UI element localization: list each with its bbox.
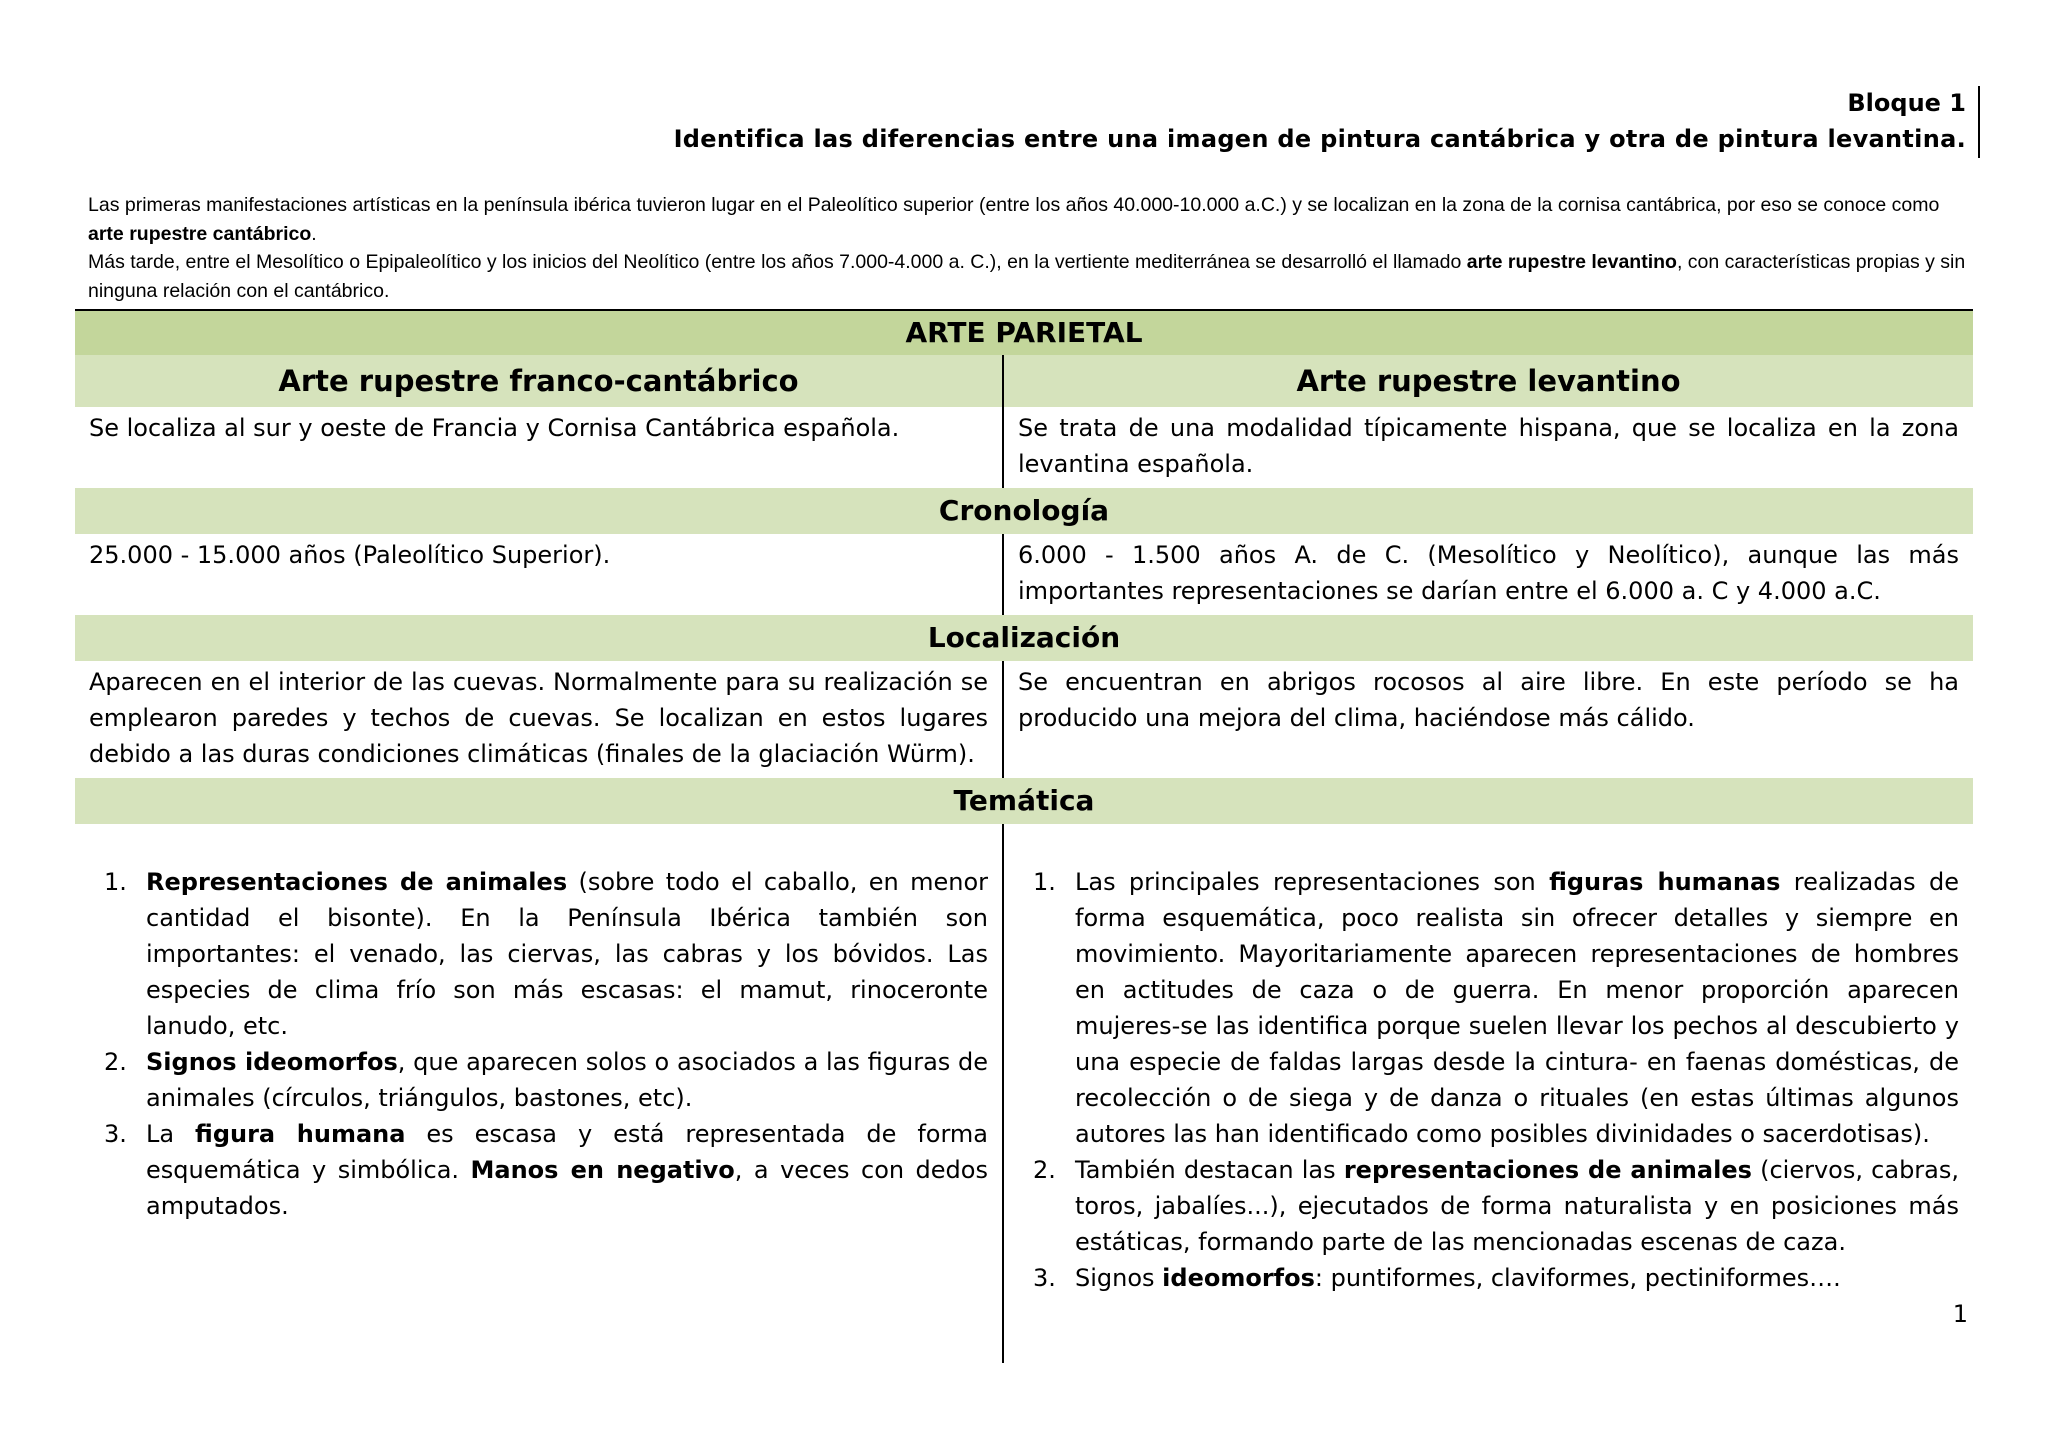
list-number: 3. (104, 1120, 127, 1148)
list-item-bold: Representaciones de animales (146, 868, 568, 896)
list-item (1018, 864, 1959, 1152)
block-label: Bloque 1 (1847, 89, 1966, 117)
intro-p1-text: Las primeras manifestaciones artísticas en la península ibérica tuvieron lugar en el Paleolítico superior (entre los años 40.000-10.000 a.C.) y se localizan en la zona de la cornisa cantábrica, por eso se conoce como (88, 194, 1940, 216)
list-item-bold: figuras humanas (1549, 868, 1781, 896)
list-item-pre: Signos (1075, 1264, 1163, 1292)
tematica-right-cell (1003, 824, 1973, 1363)
intro-p2-bold: arte rupestre levantino (1466, 251, 1677, 273)
list-item (89, 1116, 988, 1224)
list-item (1018, 1152, 1959, 1260)
list-item-text: , que aparecen solos o asociados a las figuras de animales (círculos, triángulos, bastones, etc). (146, 1048, 989, 1112)
page-subtitle: Identifica las diferencias entre una imagen de pintura cantábrica y otra de pintura levantina. (673, 125, 1966, 153)
list-number: 1. (1033, 868, 1056, 896)
intro-p2-text: Más tarde, entre el Mesolítico o Epipaleolítico y los inicios del Neolítico (entre los años 7.000-4.000 a. C.), en la vertiente mediterránea se desarrolló el llamado (88, 251, 1467, 273)
tematica-left-list (89, 864, 988, 1224)
list-number: 3. (1033, 1264, 1056, 1292)
list-number: 2. (104, 1048, 127, 1076)
localizacion-right-cell: Se encuentran en abrigos rocosos al aire libre. En este período se ha producido una mejora del clima, haciéndose más cálido. (1018, 668, 1959, 732)
intro-paragraph-1 (88, 191, 1968, 248)
column-header-right: Arte rupestre levantino (1003, 355, 1973, 407)
intro-text (88, 191, 1968, 305)
list-item-bold: figura humana (195, 1120, 406, 1148)
column-header-left: Arte rupestre franco-cantábrico (75, 355, 1003, 407)
tematica-right-list (1018, 864, 1959, 1296)
page-number: 1 (1952, 1300, 1968, 1328)
intro-paragraph-2 (88, 248, 1968, 305)
intro-p1-bold: arte rupestre cantábrico (88, 222, 312, 245)
list-item (1018, 1260, 1959, 1296)
intro-p2-end: , con características propias y sin ninguna relación con el cantábrico. (88, 251, 1966, 302)
list-item-pre: También destacan las (1075, 1156, 1344, 1184)
list-item-text: (sobre todo el caballo, en menor cantidad el bisonte). En la Península Ibérica también son importantes: el venado, las ciervas, las cabras y los bóvidos. Las especies de clima frío son más escasas: el mamut, rinoceronte lanudo, etc. (146, 868, 989, 1040)
list-number: 2. (1033, 1156, 1056, 1184)
list-item-pre: La (146, 1120, 196, 1148)
tematica-left-cell (75, 824, 1003, 1363)
list-item-pre: Las principales representaciones son (1075, 868, 1550, 896)
section-localizacion: Localización (75, 615, 1973, 661)
list-item-text-2: , a veces con dedos amputados. (146, 1156, 988, 1220)
location-left-cell: Se localiza al sur y oeste de Francia y Cornisa Cantábrica española. (75, 407, 1003, 488)
section-tematica: Temática (75, 778, 1973, 824)
list-item-bold: representaciones de animales (1343, 1156, 1752, 1184)
comparison-table (75, 309, 1973, 1363)
list-item-bold-2: Manos en negativo (470, 1156, 735, 1184)
list-item-text: : puntiformes, claviformes, pectiniformes…. (1314, 1264, 1841, 1292)
list-item-text: realizadas de forma esquemática, poco realista sin ofrecer detalles y siempre en movimiento. Mayoritariamente aparecen representaciones de hombres en actitudes de caza o de guerra. En menor proporción aparecen mujeres-se las identifica porque suelen llevar los pechos al descubierto y una especie de faldas largas desde la cintura- en faenas domésticas, de recolección o de siega y de danza o rituales (en estas últimas algunos autores las han identificado como posibles divinidades o sacerdotisas). (1075, 868, 1960, 1148)
intro-p1-end: . (311, 222, 317, 245)
table-title: ARTE PARIETAL (75, 310, 1973, 355)
page-header (674, 86, 1980, 158)
list-item-text: (ciervos, cabras, toros, jabalíes...), ejecutados de forma naturalista y en posiciones más estáticas, formando parte de las mencionadas escenas de caza. (1075, 1156, 1960, 1256)
localizacion-left-cell: Aparecen en el interior de las cuevas. Normalmente para su realización se emplearon paredes y techos de cuevas. Se localizan en estos lugares debido a las duras condiciones climáticas (finales de la glaciación Würm). (75, 661, 1003, 778)
list-number: 1. (104, 868, 127, 896)
list-item (89, 864, 988, 1044)
cronologia-left-cell: 25.000 - 15.000 años (Paleolítico Superior). (75, 534, 1003, 615)
list-item-bold: ideomorfos (1162, 1264, 1315, 1292)
list-item (89, 1044, 988, 1116)
list-item-bold: Signos ideomorfos (146, 1048, 398, 1076)
location-right-cell: Se trata de una modalidad típicamente hispana, que se localiza en la zona levantina española. (1018, 414, 1959, 478)
list-item-text: es escasa y está representada de forma esquemática y simbólica. (146, 1120, 988, 1184)
cronologia-right-cell: 6.000 - 1.500 años A. de C. (Mesolítico y Neolítico), aunque las más importantes representaciones se darían entre el 6.000 a. C y 4.000 a.C. (1018, 541, 1959, 605)
section-cronologia: Cronología (75, 488, 1973, 534)
